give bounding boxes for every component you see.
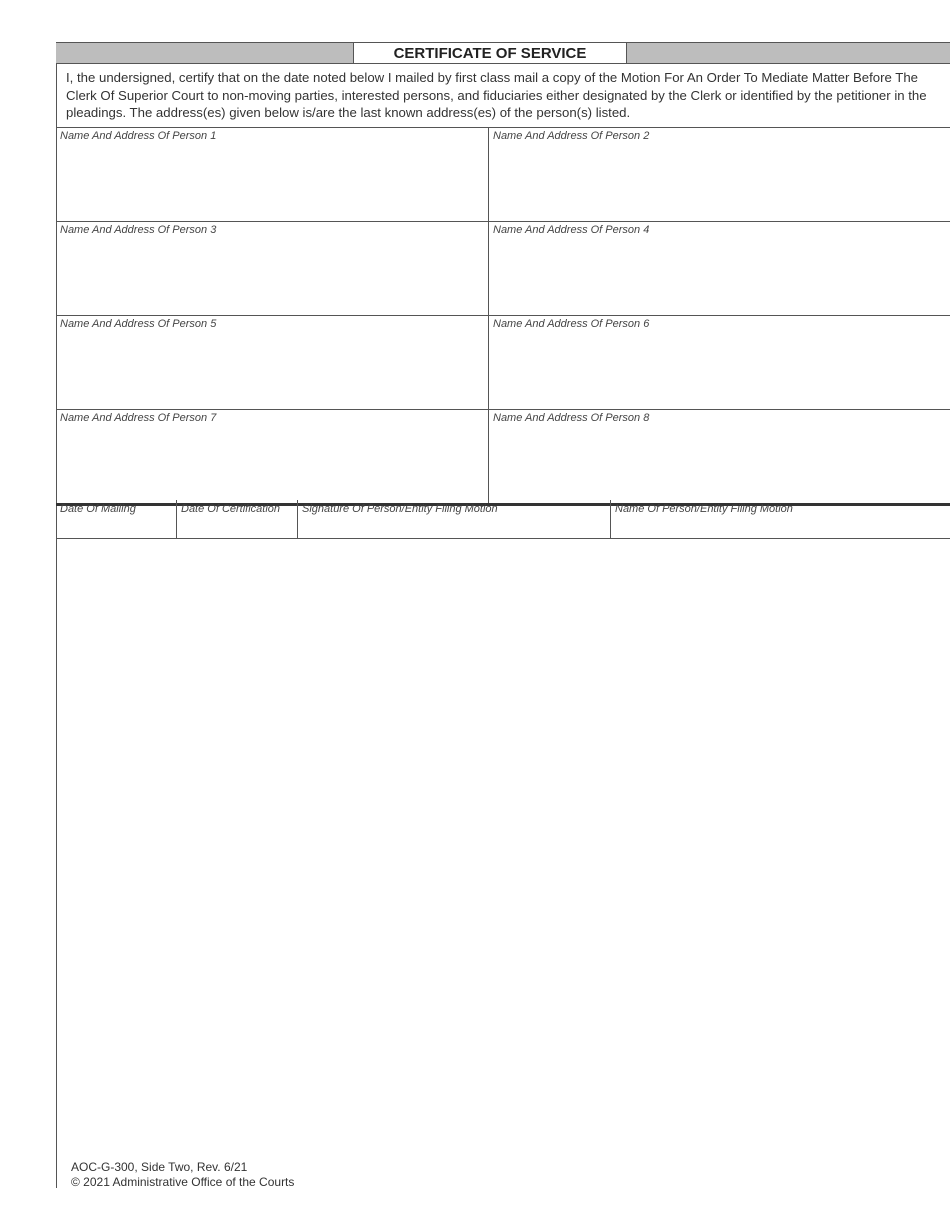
- person-6-label: Name And Address Of Person 6: [493, 318, 650, 330]
- certification-statement: I, the undersigned, certify that on the date noted below I mailed by first class mail a copy of the Motion For An Order To Mediate Matter Before The Clerk Of Superior Court to non-moving parties, interested persons, and fiduciaries either designated by the Clerk or identified by the petitioner in the pleadings. The address(es) given below is/are the last known address(es) of the person(s) listed.: [66, 70, 927, 120]
- person-3-field[interactable]: [56, 222, 489, 315]
- person-2-label: Name And Address Of Person 2: [493, 130, 650, 142]
- person-8-label: Name And Address Of Person 8: [493, 412, 650, 424]
- persons-row-3: [56, 316, 950, 410]
- person-1-field[interactable]: [56, 128, 489, 221]
- person-1-label: Name And Address Of Person 1: [60, 130, 217, 142]
- persons-row-1: [56, 128, 950, 222]
- signature-row: [56, 500, 950, 539]
- copyright-notice: © 2021 Administrative Office of the Courts: [71, 1175, 295, 1189]
- person-5-field[interactable]: [56, 316, 489, 409]
- person-7-field[interactable]: [56, 410, 489, 503]
- persons-row-2: [56, 222, 950, 316]
- footer: [71, 1160, 294, 1190]
- title-bar: [56, 42, 950, 64]
- filer-name-label: Name Of Person/Entity Filing Motion: [615, 503, 793, 515]
- filer-name-field[interactable]: [611, 500, 950, 538]
- form-title: CERTIFICATE OF SERVICE: [354, 43, 627, 63]
- date-of-certification-label: Date Of Certification: [181, 503, 281, 515]
- person-7-label: Name And Address Of Person 7: [60, 412, 217, 424]
- person-6-field[interactable]: [489, 316, 950, 409]
- persons-grid: [56, 127, 950, 506]
- signature-field[interactable]: [298, 500, 611, 538]
- date-of-mailing-field[interactable]: [56, 500, 177, 538]
- title-bar-shade-right: [627, 43, 950, 63]
- persons-row-4: [56, 410, 950, 506]
- date-of-mailing-label: Date Of Mailing: [60, 503, 136, 515]
- date-of-certification-field[interactable]: [177, 500, 298, 538]
- person-8-field[interactable]: [489, 410, 950, 503]
- form-number: AOC-G-300, Side Two, Rev. 6/21: [71, 1160, 248, 1174]
- person-4-field[interactable]: [489, 222, 950, 315]
- person-5-label: Name And Address Of Person 5: [60, 318, 217, 330]
- person-4-label: Name And Address Of Person 4: [493, 224, 650, 236]
- signature-label: Signature Of Person/Entity Filing Motion: [302, 503, 498, 515]
- person-2-field[interactable]: [489, 128, 950, 221]
- title-bar-shade-left: [56, 43, 354, 63]
- person-3-label: Name And Address Of Person 3: [60, 224, 217, 236]
